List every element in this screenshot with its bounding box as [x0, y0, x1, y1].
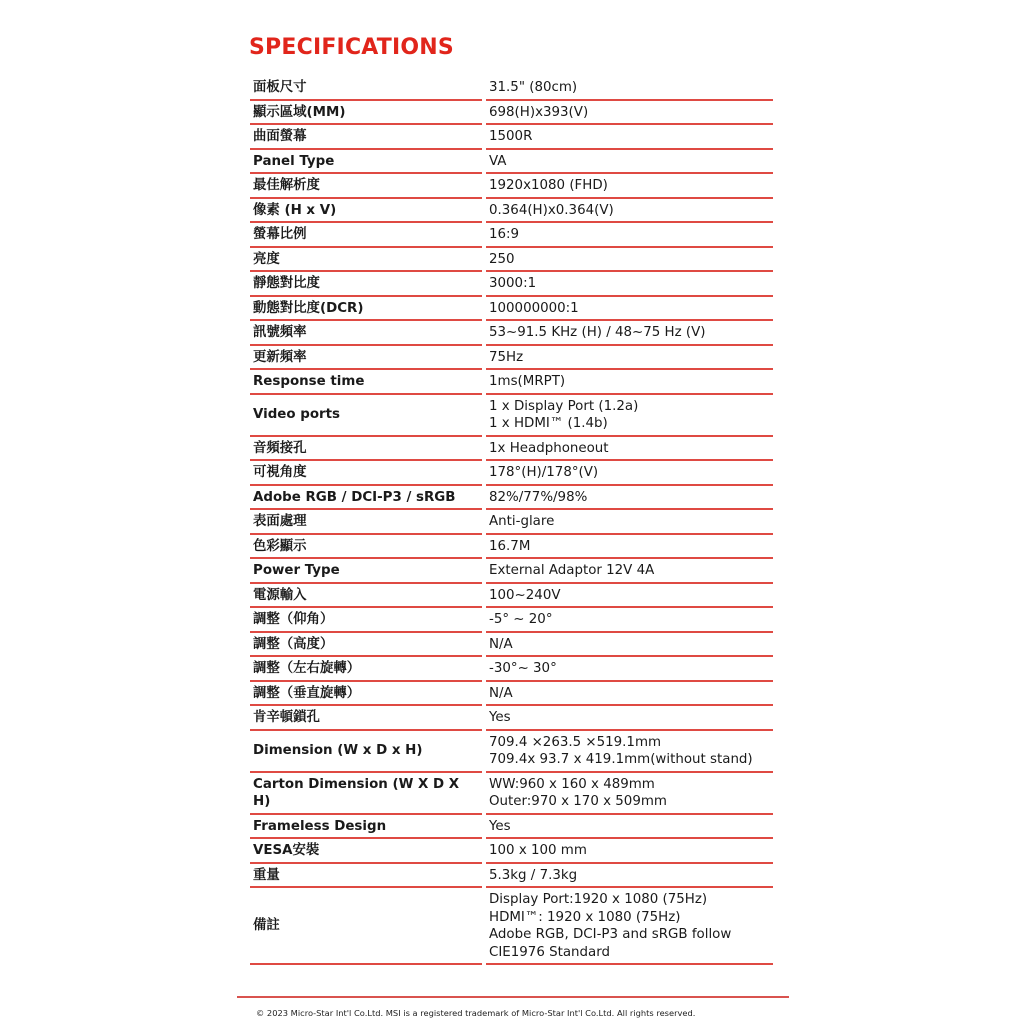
spec-row	[250, 174, 773, 199]
spec-label: 最佳解析度	[250, 174, 482, 199]
spec-row	[250, 297, 773, 322]
spec-value: 82%/77%/98%	[486, 486, 773, 511]
spec-value: 709.4 ×263.5 ×519.1mm 709.4x 93.7 x 419.1mm(without stand)	[486, 731, 773, 773]
spec-row	[250, 248, 773, 273]
footer-divider	[237, 996, 789, 998]
spec-row	[250, 559, 773, 584]
spec-label: 訊號頻率	[250, 321, 482, 346]
spec-row	[250, 272, 773, 297]
spec-value: 3000:1	[486, 272, 773, 297]
spec-label: 顯示區域(MM)	[250, 101, 482, 126]
spec-row	[250, 101, 773, 126]
spec-row	[250, 706, 773, 731]
spec-row	[250, 510, 773, 535]
spec-value: 31.5" (80cm)	[486, 77, 773, 101]
spec-label: 調整（垂直旋轉）	[250, 682, 482, 707]
spec-row	[250, 77, 773, 101]
spec-value: 1500R	[486, 125, 773, 150]
spec-label: 可視角度	[250, 461, 482, 486]
spec-value: 250	[486, 248, 773, 273]
spec-value: 698(H)x393(V)	[486, 101, 773, 126]
spec-row	[250, 535, 773, 560]
spec-label: Panel Type	[250, 150, 482, 175]
spec-value: 53~91.5 KHz (H) / 48~75 Hz (V)	[486, 321, 773, 346]
spec-value: 178°(H)/178°(V)	[486, 461, 773, 486]
specifications-table	[250, 77, 773, 965]
spec-row	[250, 773, 773, 815]
spec-value: -30°~ 30°	[486, 657, 773, 682]
spec-label: 表面處理	[250, 510, 482, 535]
specifications-table-body	[250, 77, 773, 965]
spec-label: 亮度	[250, 248, 482, 273]
spec-value: 75Hz	[486, 346, 773, 371]
spec-row	[250, 395, 773, 437]
spec-label: Dimension (W x D x H)	[250, 731, 482, 773]
spec-value: Yes	[486, 706, 773, 731]
spec-row	[250, 839, 773, 864]
spec-row	[250, 437, 773, 462]
spec-row	[250, 657, 773, 682]
spec-row	[250, 815, 773, 840]
spec-value: External Adaptor 12V 4A	[486, 559, 773, 584]
spec-row	[250, 731, 773, 773]
spec-label: Power Type	[250, 559, 482, 584]
spec-row	[250, 888, 773, 965]
spec-label: 色彩顯示	[250, 535, 482, 560]
spec-label: 更新頻率	[250, 346, 482, 371]
spec-label: 調整（仰角）	[250, 608, 482, 633]
spec-row	[250, 370, 773, 395]
spec-label: Response time	[250, 370, 482, 395]
spec-label: 肯辛頓鎖孔	[250, 706, 482, 731]
spec-value: Yes	[486, 815, 773, 840]
spec-label: 像素 (H x V)	[250, 199, 482, 224]
spec-value: 1ms(MRPT)	[486, 370, 773, 395]
spec-value: -5° ~ 20°	[486, 608, 773, 633]
spec-row	[250, 486, 773, 511]
spec-row	[250, 321, 773, 346]
spec-value: 0.364(H)x0.364(V)	[486, 199, 773, 224]
spec-row	[250, 633, 773, 658]
spec-row	[250, 223, 773, 248]
spec-value: 16:9	[486, 223, 773, 248]
spec-label: 曲面螢幕	[250, 125, 482, 150]
spec-value: N/A	[486, 633, 773, 658]
spec-value: 1 x Display Port (1.2a) 1 x HDMI™ (1.4b)	[486, 395, 773, 437]
spec-row	[250, 864, 773, 889]
spec-value: WW:960 x 160 x 489mm Outer:970 x 170 x 509mm	[486, 773, 773, 815]
spec-value: 100 x 100 mm	[486, 839, 773, 864]
spec-value: 16.7M	[486, 535, 773, 560]
spec-label: 重量	[250, 864, 482, 889]
spec-label: Adobe RGB / DCI-P3 / sRGB	[250, 486, 482, 511]
spec-row	[250, 150, 773, 175]
spec-label: Frameless Design	[250, 815, 482, 840]
spec-value: N/A	[486, 682, 773, 707]
spec-value: 1x Headphoneout	[486, 437, 773, 462]
spec-label: 電源輸入	[250, 584, 482, 609]
spec-row	[250, 584, 773, 609]
spec-label: 調整（左右旋轉）	[250, 657, 482, 682]
spec-row	[250, 461, 773, 486]
spec-row	[250, 199, 773, 224]
spec-value: VA	[486, 150, 773, 175]
spec-value: 100~240V	[486, 584, 773, 609]
spec-label: 面板尺寸	[250, 77, 482, 101]
spec-value: Anti-glare	[486, 510, 773, 535]
spec-row	[250, 682, 773, 707]
spec-value: Display Port:1920 x 1080 (75Hz) HDMI™: 1920 x 1080 (75Hz) Adobe RGB, DCI-P3 and sRGB follow CIE1976 Standard	[486, 888, 773, 965]
spec-label: VESA安裝	[250, 839, 482, 864]
spec-label: 動態對比度(DCR)	[250, 297, 482, 322]
spec-label: 備註	[250, 888, 482, 965]
page-title: SPECIFICATIONS	[249, 35, 454, 60]
spec-row	[250, 346, 773, 371]
spec-label: 調整（高度）	[250, 633, 482, 658]
spec-value: 1920x1080 (FHD)	[486, 174, 773, 199]
spec-label: 靜態對比度	[250, 272, 482, 297]
spec-value: 5.3kg / 7.3kg	[486, 864, 773, 889]
copyright-footer: © 2023 Micro-Star Int'l Co.Ltd. MSI is a registered trademark of Micro-Star Int'l Co.Ltd. All rights reserved.	[256, 1008, 696, 1018]
spec-value: 100000000:1	[486, 297, 773, 322]
spec-label: Video ports	[250, 395, 482, 437]
spec-row	[250, 608, 773, 633]
spec-label: Carton Dimension (W X D X H)	[250, 773, 482, 815]
spec-label: 螢幕比例	[250, 223, 482, 248]
spec-row	[250, 125, 773, 150]
spec-label: 音頻接孔	[250, 437, 482, 462]
